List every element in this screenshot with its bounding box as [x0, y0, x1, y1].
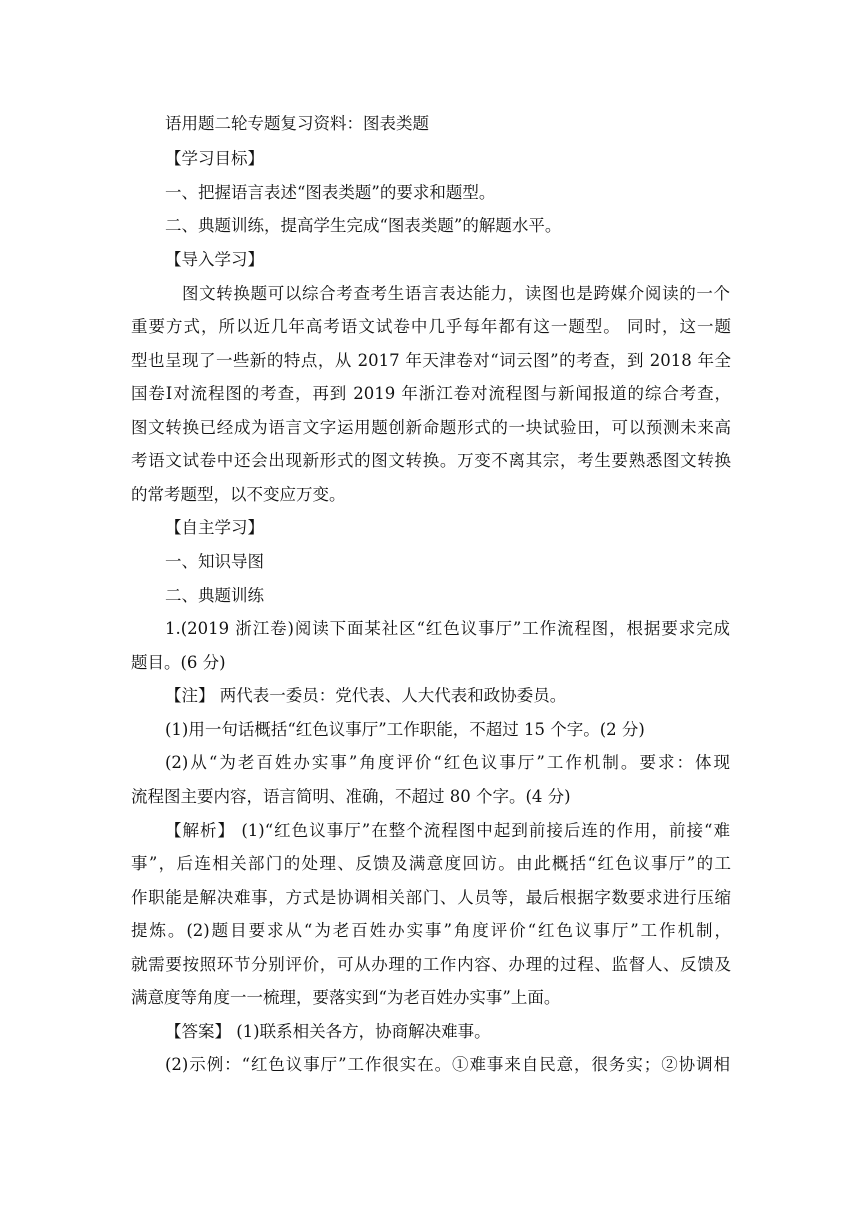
analysis-line: 作职能是解决难事，方式是协调相关部门、人员等，最后根据字数要求进行压缩 [131, 888, 731, 907]
intro-line: 重要方式，所以近几年高考语文试卷中几乎每年都有这一题型。 同时，这一题 [131, 317, 731, 336]
self-study-item-1: 一、知识导图 [165, 552, 264, 571]
self-study-item-2: 二、典题训练 [165, 586, 264, 605]
heading-objectives: 【学习目标】 [165, 149, 264, 168]
analysis-line: 事”，后连相关部门的处理、反馈及满意度回访。由此概括“红色议事厅”的工 [131, 854, 731, 873]
intro-line: 图文转换题可以综合考查考生语言表达能力，读图也是跨媒介阅读的一个 [182, 284, 730, 303]
objective-2: 二、典题训练，提高学生完成“图表类题”的解题水平。 [165, 216, 562, 235]
sub-question-2-line: (2)从“为老百姓办实事”角度评价“红色议事厅”工作机制。要求：体现 [165, 753, 730, 772]
analysis-line: 提炼。(2)题目要求从“为老百姓办实事”角度评价“红色议事厅”工作机制， [131, 921, 731, 940]
document-title: 语用题二轮专题复习资料：图表类题 [165, 114, 429, 133]
question-line: 题目。(6 分) [131, 653, 226, 672]
intro-line: 的常考题型，以不变应万变。 [131, 485, 346, 504]
intro-line: 图文转换已经成为语言文字运用题创新命题形式的一块试验田，可以预测未来高 [131, 418, 731, 437]
note: 【注】 两代表一委员：党代表、人大代表和政协委员。 [165, 686, 567, 705]
intro-line: 国卷Ⅰ对流程图的考查，再到 2019 年浙江卷对流程图与新闻报道的综合考查， [131, 384, 731, 403]
analysis-line: 就需要按照环节分别评价，可从办理的工作内容、办理的过程、监督人、反馈及 [131, 955, 731, 974]
intro-line: 型也呈现了一些新的特点，从 2017 年天津卷对“词云图”的考查，到 2018 年全 [131, 351, 731, 370]
answer-1: 【答案】 (1)联系相关各方，协商解决难事。 [165, 1022, 491, 1041]
sub-question-2-line: 流程图主要内容，语言简明、准确，不超过 80 个字。(4 分) [131, 787, 571, 806]
question-line: 1.(2019 浙江卷)阅读下面某社区“红色议事厅”工作流程图，根据要求完成 [165, 619, 730, 638]
objective-1: 一、把握语言表述“图表类题”的要求和题型。 [165, 183, 496, 202]
analysis-line: 【解析】 (1)“红色议事厅”在整个流程图中起到前接后连的作用，前接“难 [165, 821, 730, 840]
analysis-line: 满意度等角度一一梳理，要落实到“为老百姓办实事”上面。 [131, 988, 561, 1007]
answer-2: (2)示例：“红色议事厅”工作很实在。①难事来自民意，很务实；②协调相 [165, 1055, 730, 1074]
heading-intro: 【导入学习】 [165, 250, 264, 269]
heading-self-study: 【自主学习】 [165, 518, 264, 537]
sub-question-1: (1)用一句话概括“红色议事厅”工作职能，不超过 15 个字。(2 分) [165, 720, 645, 739]
intro-line: 考语文试卷中还会出现新形式的图文转换。万变不离其宗，考生要熟悉图文转换 [131, 451, 731, 470]
